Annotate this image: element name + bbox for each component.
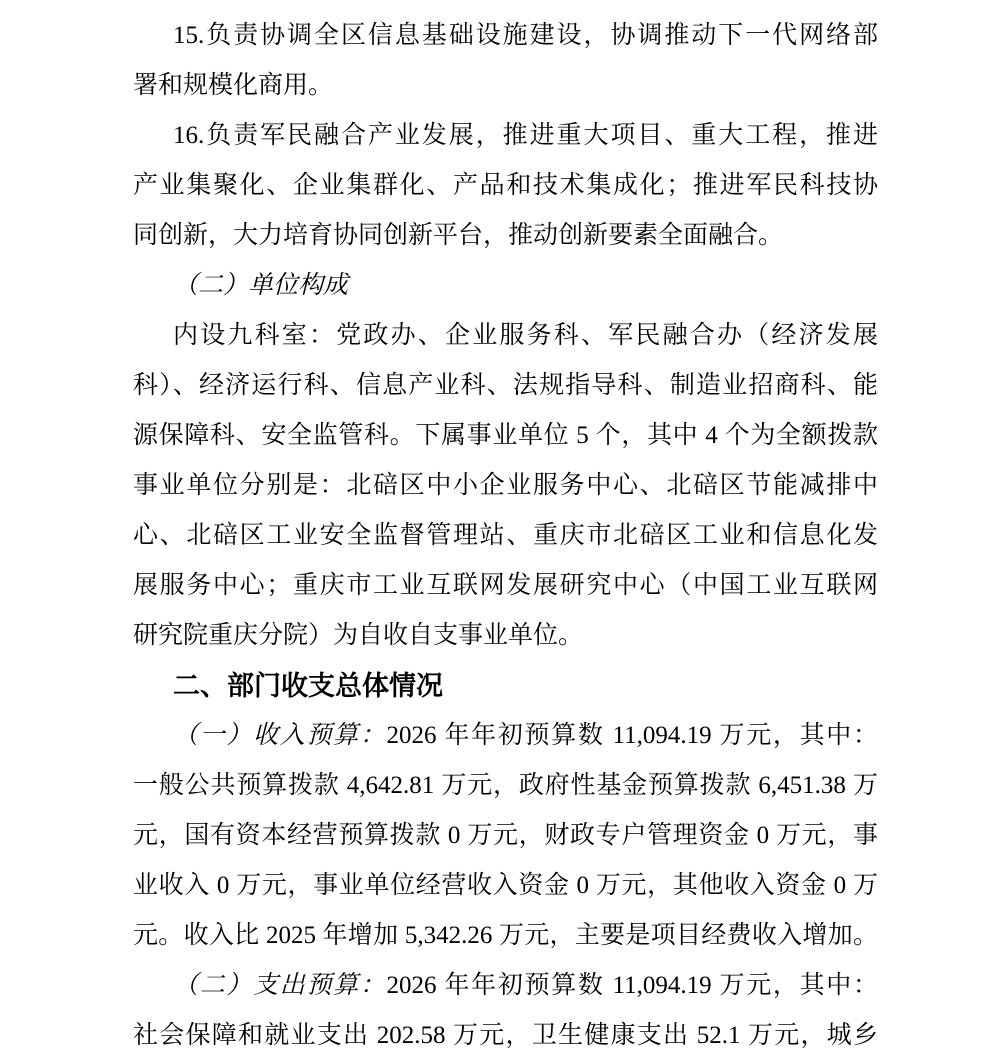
text-line: 科）、经济运行科、信息产业科、法规指导科、制造业招商科、能 [133,372,878,399]
section-heading: 二、部门收支总体情况 [173,671,443,701]
text-line: 心、北碚区工业安全监督管理站、重庆市北碚区工业和信息化发 [133,522,878,549]
text-line: 内设九科室：党政办、企业服务科、军民融合办（经济发展 [173,322,878,349]
text-line: （二）单位构成 [173,272,349,299]
text-line: 展服务中心；重庆市工业互联网发展研究中心（中国工业互联网 [133,572,878,599]
text-line: 研究院重庆分院）为自收自支事业单位。 [133,622,584,649]
text-line: 事业单位分别是：北碚区中小企业服务中心、北碚区节能减排中 [133,472,878,499]
subheading-lead: （二）支出预算： [173,972,387,999]
text-line: 同创新，大力培育协同创新平台，推动创新要素全面融合。 [133,222,784,249]
text-line: （一）收入预算：2026 年年初预算数 11,094.19 万元，其中： [173,722,878,749]
document-text-block [133,11,878,1059]
text-line: 署和规模化商用。 [133,72,334,99]
text-line: 16.负责军民融合产业发展，推进重大项目、重大工程，推进 [173,122,878,149]
text-line: 元，国有资本经营预算拨款 0 万元，财政专户管理资金 0 万元，事 [133,822,878,849]
text-line: 源保障科、安全监管科。下属事业单位 5 个，其中 4 个为全额拨款 [133,422,878,449]
text-line: 元。收入比 2025 年增加 5,342.26 万元，主要是项目经费收入增加。 [133,922,878,949]
text-line: 社会保障和就业支出 202.58 万元，卫生健康支出 52.1 万元，城乡 [133,1022,878,1049]
text-line: 一般公共预算拨款 4,642.81 万元，政府性基金预算拨款 6,451.38 万 [133,772,878,799]
text-line: 产业集聚化、企业集群化、产品和技术集成化；推进军民科技协 [133,172,878,199]
text-line: （二）支出预算：2026 年年初预算数 11,094.19 万元，其中： [173,972,878,999]
subheading-lead: （一）收入预算： [173,722,387,749]
text-line: 业收入 0 万元，事业单位经营收入资金 0 万元，其他收入资金 0 万 [133,872,878,899]
text-line: 15.负责协调全区信息基础设施建设，协调推动下一代网络部 [173,22,878,49]
